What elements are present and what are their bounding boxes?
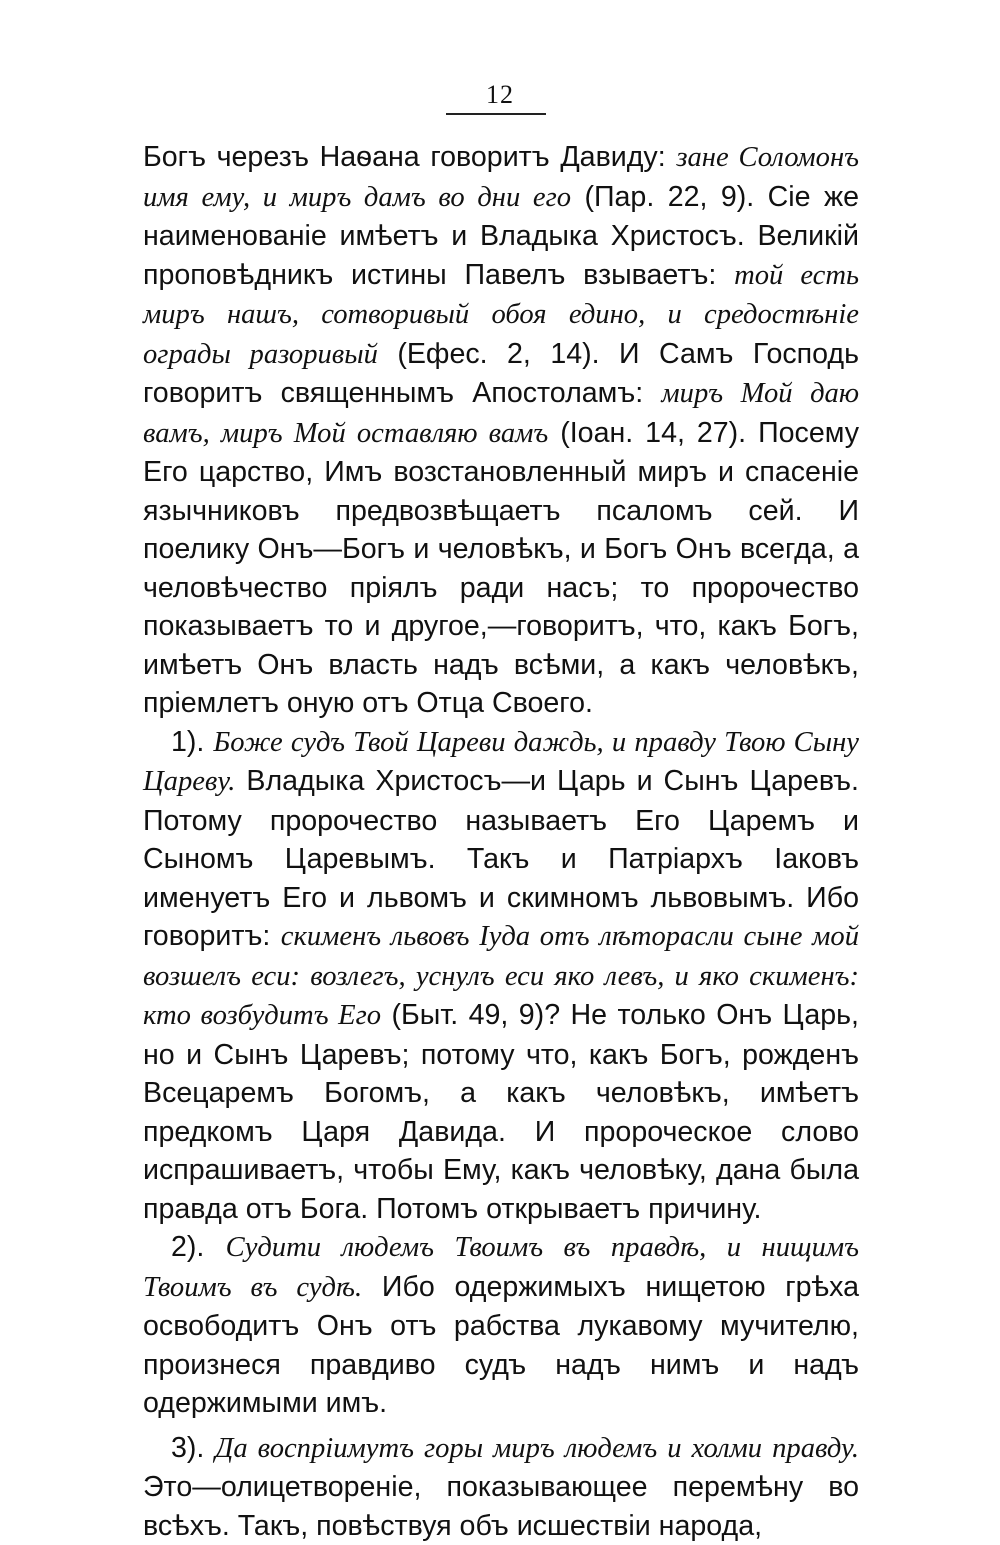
text-run: (Пар. 22, 9). Сіе же наименованіе имѣетъ и Владыка Христосъ. Великій проповѣдникъ истины Павелъ взываетъ: xyxy=(143,181,859,291)
text-run: (Іоан. 14, 27). Посему Его царство, Имъ возстановленный миръ и спасеніе язычниковъ предвозвѣщаетъ псаломъ сей. И поелику Онъ—Богъ и человѣкъ, и Богъ Онъ всегда, а человѣчество пріялъ ради насъ; то пророчество показываетъ то и другое,—говоритъ, что, какъ Богъ, имѣетъ Онъ власть надъ всѣми, а какъ человѣкъ, пріемлетъ оную отъ Отца Своего. xyxy=(143,417,859,720)
scripture-quote: той есть миръ нашъ, сотворивый обоя едино, и средостѣніе ограды разоривый xyxy=(143,260,859,370)
text-run: (Ефес. 2, 14). И Самъ Господь говоритъ священнымъ Апостоламъ: xyxy=(143,338,859,410)
paragraph-verse-3 xyxy=(143,1429,859,1545)
text-run: Богъ черезъ Наѳана говоритъ Давиду: xyxy=(143,141,676,173)
paragraph-verse-2 xyxy=(143,1228,859,1423)
body-text xyxy=(143,138,859,1545)
verse-number: 2). xyxy=(171,1231,226,1263)
paragraph-intro xyxy=(143,138,859,723)
text-run: (Быт. 49, 9)? Не только Онъ Царь, но и Сынъ Царевъ; потому что, какъ Богъ, рожденъ Всецаремъ Богомъ, а какъ человѣкъ, имѣетъ предкомъ Царя Давида. И пророческое слово испрашиваетъ, чтобы Ему, какъ человѣку, дана была правда отъ Бога. Потомъ открываетъ причину. xyxy=(143,999,859,1225)
page-number-rule xyxy=(446,113,546,115)
scripture-quote: Да воспріимутъ горы миръ людемъ и холми правду. xyxy=(215,1433,859,1464)
verse-number: 1). xyxy=(171,726,213,758)
text-run: Владыка Христосъ—и Царь и Сынъ Царевъ. Потому пророчество называетъ Его Царемъ и Сыномъ Царевымъ. Такъ и Патріархъ Іаковъ именуетъ Его и львомъ и скимномъ львовымъ. Ибо говоритъ: xyxy=(143,765,859,952)
scripture-quote: скименъ львовъ Іуда отъ лѣторасли сыне мой возшелъ еси: возлегъ, уснулъ еси яко левъ, и яко скименъ: кто возбудитъ Его xyxy=(143,921,859,1031)
scripture-quote: зане Соломонъ имя ему, и миръ дамъ во дни его xyxy=(143,142,859,213)
page-number: 12 xyxy=(0,80,1000,110)
paragraph-verse-1 xyxy=(143,723,859,1229)
scripture-quote: Боже судъ Твой Цареви даждь, и правду Твою Сыну Цареву. xyxy=(143,727,859,798)
verse-number: 3). xyxy=(171,1432,215,1464)
text-run: Ибо одержимыхъ нищетою грѣха освободитъ Онъ отъ рабства лукавому мучителю, произнеся правдиво судъ надъ нимъ и надъ одержимыми имъ. xyxy=(143,1271,859,1420)
scripture-quote: Судити людемъ Твоимъ въ правдѣ, и нищимъ Твоимъ въ судѣ. xyxy=(143,1232,859,1303)
text-run: Это—олицетвореніе, показывающее перемѣну во всѣхъ. Такъ, повѣствуя объ исшествіи народа, xyxy=(143,1471,859,1542)
scripture-quote: миръ Мой даю вамъ, миръ Мой оставляю вамъ xyxy=(143,378,859,449)
